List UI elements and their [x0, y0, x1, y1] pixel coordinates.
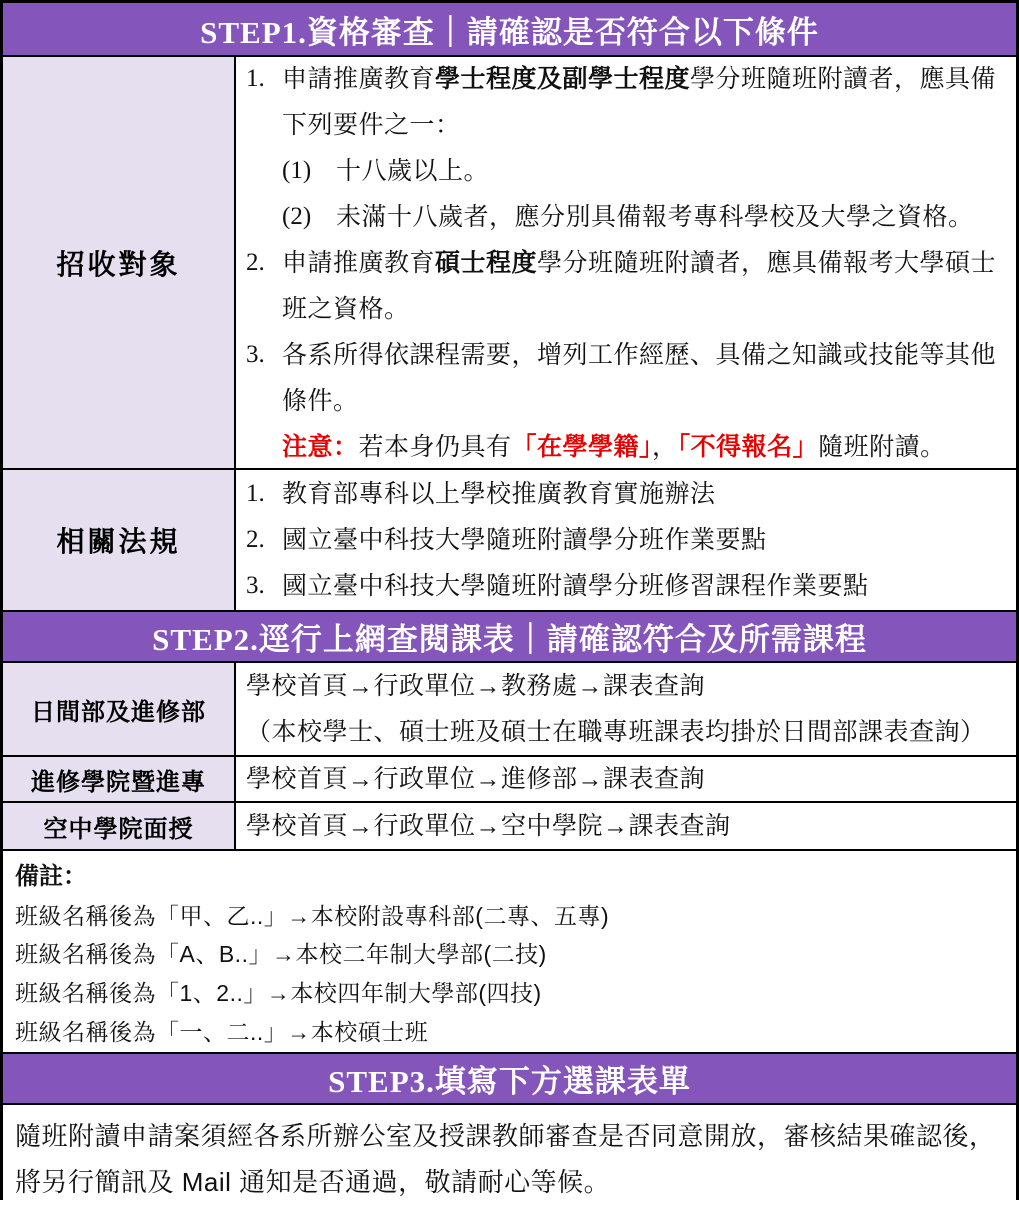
item-number: 1.	[246, 480, 265, 507]
law-item	[246, 471, 1008, 517]
schedule-path: 學校首頁→行政單位→教務處→課表查詢	[246, 672, 706, 700]
schedule-label: 日間部及進修部	[3, 663, 236, 755]
remarks-section	[3, 851, 1016, 1054]
schedule-path: 學校首頁→行政單位→進修部→課表查詢	[246, 765, 706, 793]
schedule-content	[236, 757, 1016, 801]
recruit-warning	[282, 424, 1008, 470]
law-text: 教育部專科以上學校推廣教育實施辦法	[282, 480, 716, 508]
laws-row	[3, 470, 1016, 612]
step2-header	[3, 612, 1016, 663]
laws-content	[236, 470, 1016, 610]
remarks-title: 備註：	[15, 862, 87, 890]
recruit-content	[236, 57, 1016, 468]
item-text-bold: 學士程度及副學士程度	[435, 64, 691, 93]
recruit-item-2	[246, 240, 1008, 332]
schedule-content	[236, 803, 1016, 849]
schedule-path-note: （本校學士、碩士班及碩士在職專班課表均掛於日間部課表查詢）	[246, 718, 986, 746]
item-text-pre: 申請推廣教育	[282, 64, 436, 93]
item-text-pre: 申請推廣教育	[282, 248, 436, 277]
item-number: 2.	[246, 248, 265, 276]
item-text-post: 學分班隨班附讀者，應具備報考大學碩士班之資格。	[282, 248, 997, 323]
step3-header	[3, 1054, 1016, 1105]
subitem-text: 十八歲以上。	[336, 156, 490, 185]
item-number: 3.	[246, 572, 265, 599]
schedule-path: 學校首頁→行政單位→空中學院→課表查詢	[246, 812, 731, 840]
warning-text-1: 若本身仍具有	[358, 432, 512, 461]
laws-label: 相關法規	[3, 470, 236, 610]
subitem-number: (1)	[282, 156, 312, 184]
item-number: 3.	[246, 340, 265, 368]
warning-quote-1: 「在學學籍」	[511, 432, 653, 461]
schedule-content	[236, 663, 1016, 755]
remark-line: 班級名稱後為「A、B..」→本校二年制大學部(二技)	[15, 941, 547, 968]
item-number: 1.	[246, 64, 265, 92]
schedule-label: 空中學院面授	[3, 803, 236, 849]
step1-header	[3, 3, 1016, 57]
recruit-subitem-2	[282, 194, 1008, 240]
step2-title: STEP2.逕行上網查閱課表｜請確認符合及所需課程	[152, 622, 867, 657]
result-notice: 隨班附讀申請案須經各系所辦公室及授課教師審查是否同意開放，審核結果確認後，將另行簡訊及 Mail 通知是否通過，敬請耐心等候。	[3, 1105, 1016, 1205]
recruit-item-3	[246, 332, 1008, 424]
law-item	[246, 563, 1008, 609]
recruit-row	[3, 57, 1016, 470]
recruit-item-1	[246, 56, 1008, 148]
schedule-row-continuing-college	[3, 757, 1016, 803]
item-text-post: 學分班隨班附讀者，應具備下列要件之一：	[282, 64, 997, 139]
schedule-row-day-division	[3, 663, 1016, 757]
recruit-subitem-1	[282, 148, 1008, 194]
remark-line: 班級名稱後為「甲、乙..」→本校附設專科部(二專、五專)	[15, 902, 610, 929]
subitem-number: (2)	[282, 202, 312, 230]
item-text	[282, 240, 1008, 332]
warning-label: 注意：	[282, 432, 359, 461]
law-text: 國立臺中科技大學隨班附讀學分班作業要點	[282, 526, 767, 554]
warning-quote-2: 「不得報名」	[677, 432, 819, 461]
item-text: 各系所得依課程需要，增列工作經歷、具備之知識或技能等其他條件。	[282, 340, 997, 415]
law-text: 國立臺中科技大學隨班附讀學分班修習課程作業要點	[282, 572, 869, 600]
recruit-label: 招收對象	[3, 57, 236, 468]
remark-line: 班級名稱後為「一、二..」→本校碩士班	[15, 1019, 429, 1046]
law-item	[246, 517, 1008, 563]
item-number: 2.	[246, 526, 265, 553]
step3-title: STEP3.填寫下方選課表單	[328, 1064, 691, 1099]
schedule-label: 進修學院暨進專	[3, 757, 236, 801]
step1-title: STEP1.資格審查｜請確認是否符合以下條件	[200, 14, 819, 50]
remark-line: 班級名稱後為「1、2..」→本校四年制大學部(四技)	[15, 980, 542, 1007]
subitem-text: 未滿十八歲者，應分別具備報考專科學校及大學之資格。	[336, 202, 974, 231]
item-text	[282, 56, 1008, 148]
schedule-row-open-college	[3, 803, 1016, 851]
item-text-bold: 碩士程度	[435, 248, 538, 277]
warning-text-2: 隨班附讀。	[818, 432, 946, 461]
warning-comma: ，	[652, 432, 678, 461]
